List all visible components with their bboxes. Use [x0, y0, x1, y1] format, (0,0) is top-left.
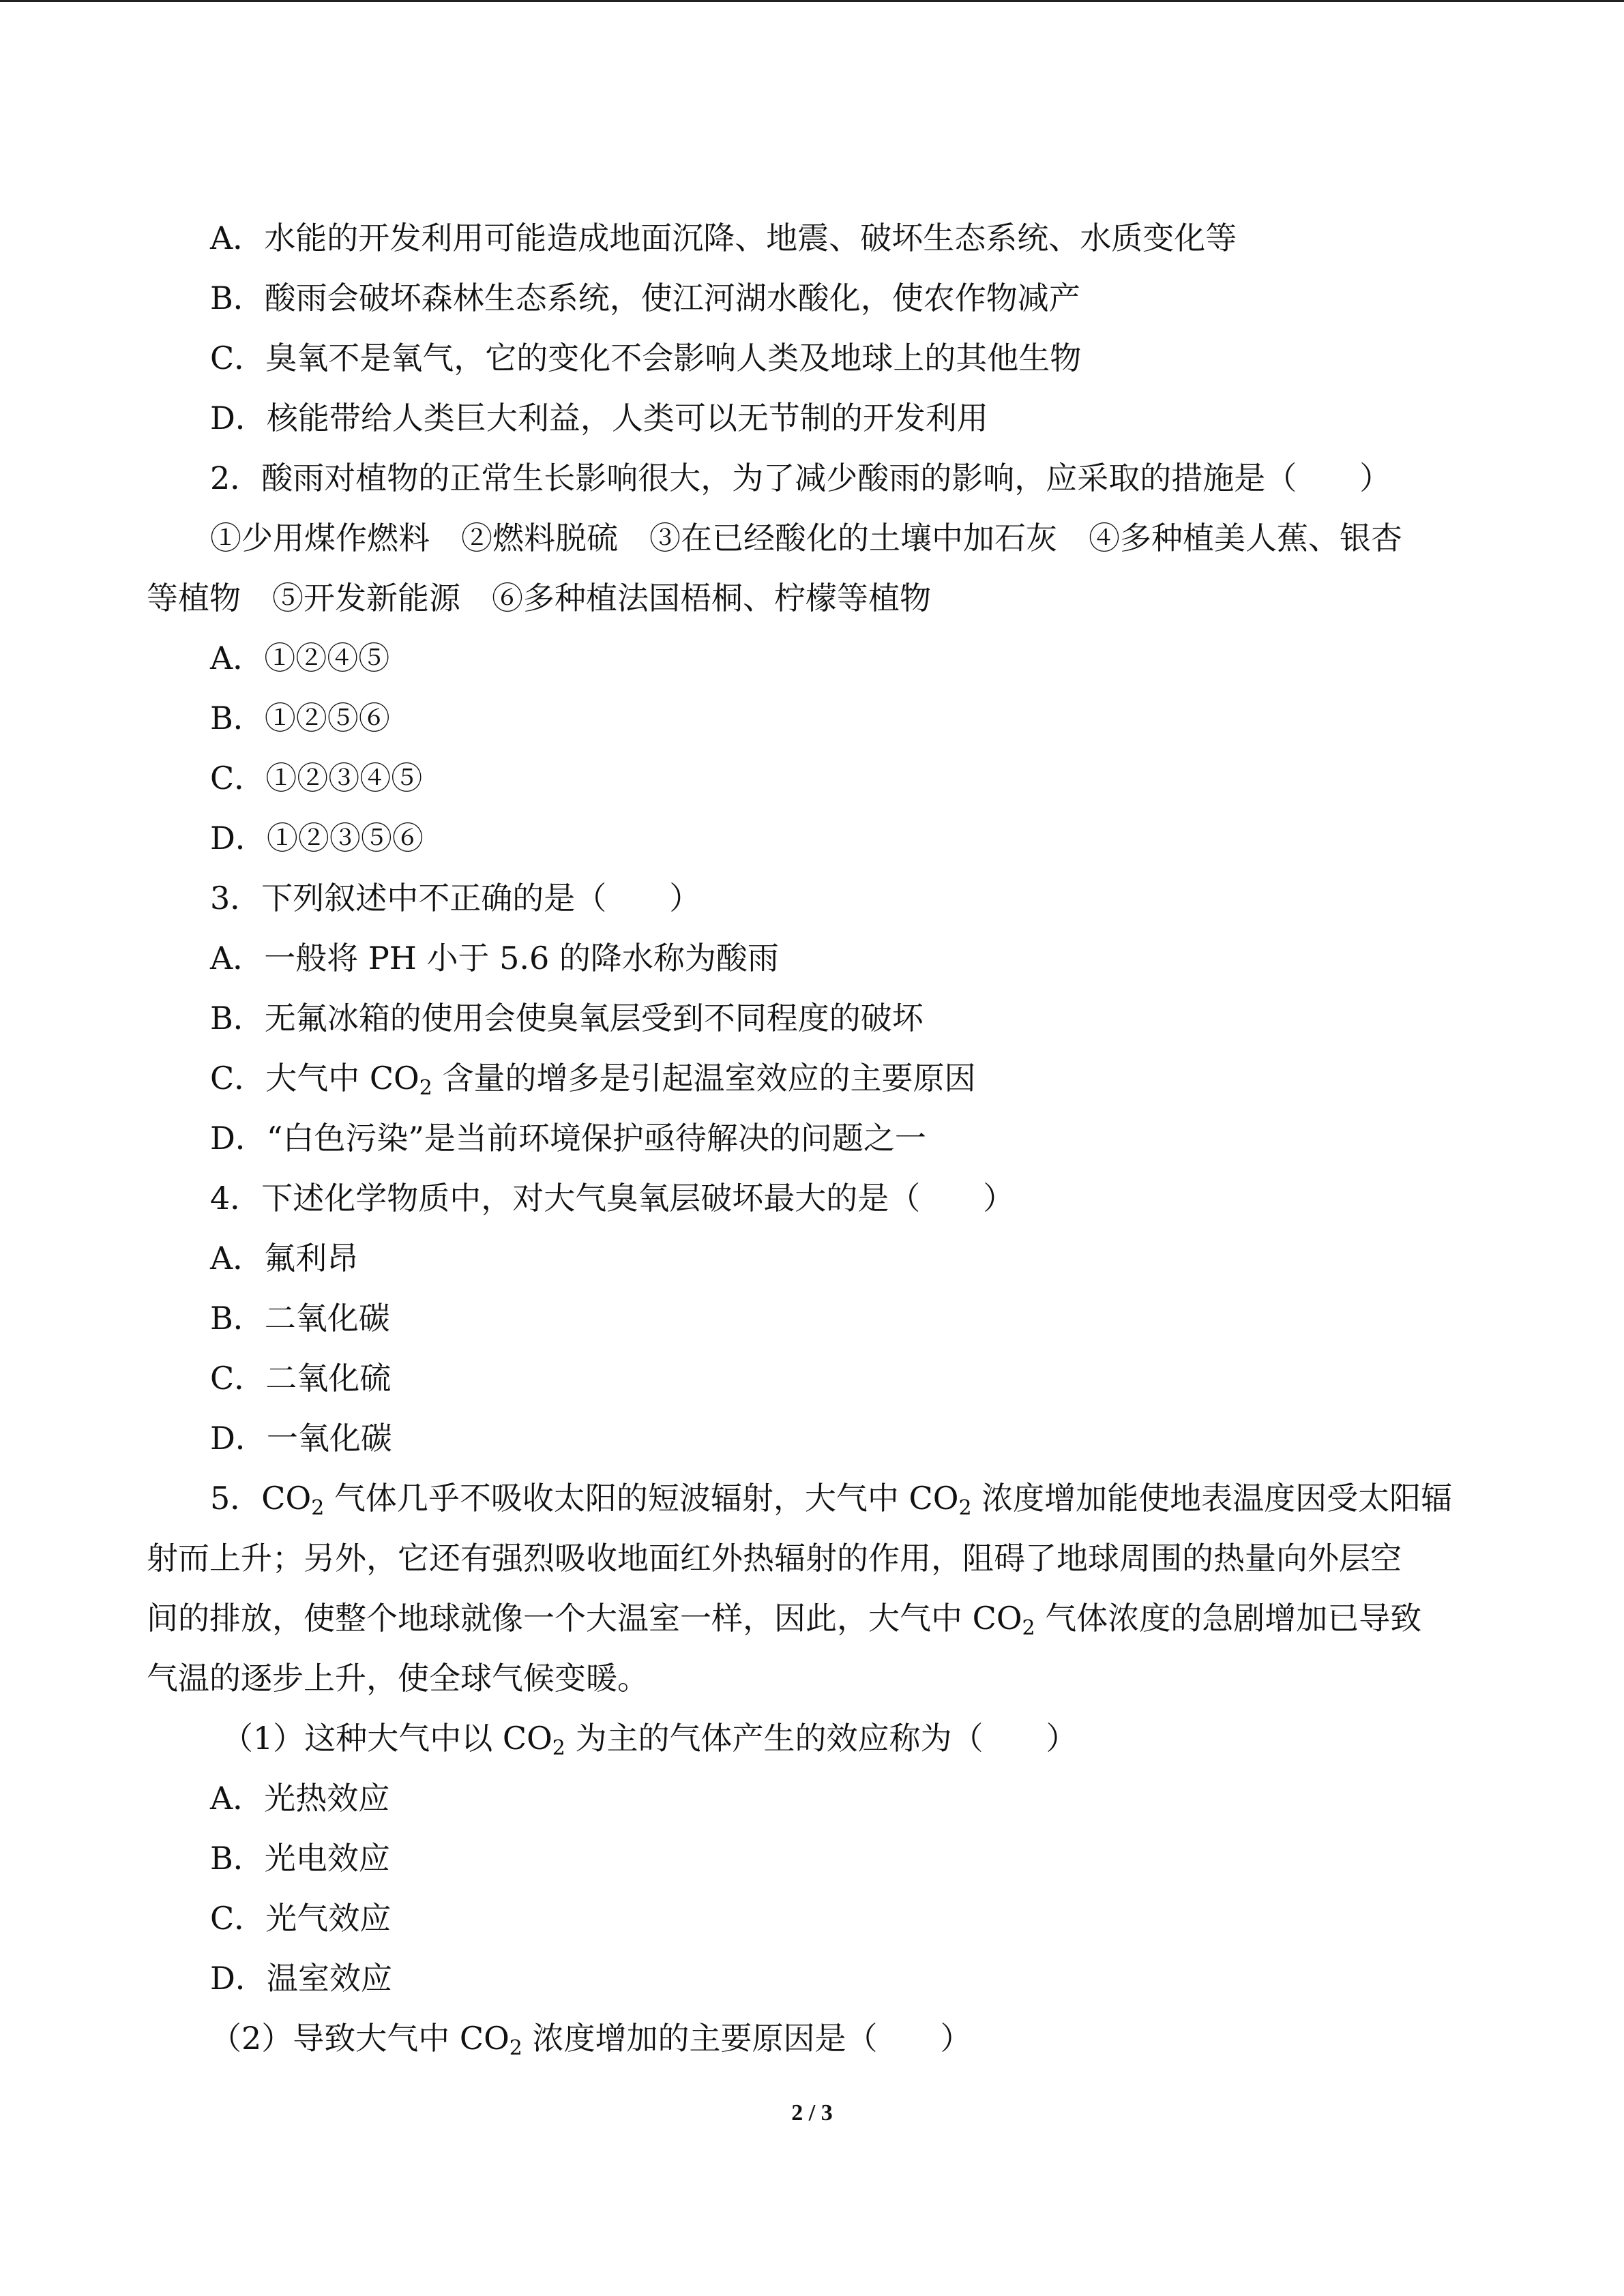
q2-option-d: D．①②③⑤⑥ — [210, 820, 424, 856]
q5-line1-a: 5．CO — [210, 1480, 312, 1517]
q3-stem: 3．下列叙述中不正确的是（ ） — [210, 880, 701, 916]
q5-option-d: D．温室效应 — [210, 1960, 392, 1997]
q5-line1 — [147, 1468, 1480, 1528]
q1-option-c: C．臭氧不是氧气，它的变化不会影响人类及地球上的其他生物 — [210, 340, 1082, 376]
page-top-border — [0, 0, 1624, 2]
q2-option-c: C．①②③④⑤ — [210, 760, 423, 796]
q1-option-a: A．水能的开发利用可能造成地面沉降、地震、破坏生态系统、水质变化等 — [210, 220, 1237, 256]
q2-measures-line2: 等植物 ⑤开发新能源 ⑥多种植法国梧桐、柠檬等植物 — [147, 580, 931, 616]
q3-option-c — [147, 1048, 1480, 1108]
q2-stem: 2．酸雨对植物的正常生长影响很大，为了减少酸雨的影响，应采取的措施是（ ） — [210, 460, 1391, 496]
q3-option-b: B．无氟冰箱的使用会使臭氧层受到不同程度的破坏 — [210, 1000, 924, 1037]
q5-line3-a: 间的排放，使整个地球就像一个大温室一样，因此，大气中 CO — [147, 1600, 1022, 1637]
page-number: 2 / 3 — [791, 2100, 833, 2126]
q5-sub-question-1 — [147, 1708, 1480, 1768]
q5-sq2-post: 浓度增加的主要原因是（ ） — [522, 2020, 972, 2057]
q1-option-d: D．核能带给人类巨大利益，人类可以无节制的开发利用 — [210, 400, 988, 436]
q2-measures-line1: ①少用煤作燃料 ②燃料脱硫 ③在已经酸化的土壤中加石灰 ④多种植美人蕉、银杏 — [210, 520, 1402, 556]
q4-option-c: C．二氧化硫 — [210, 1360, 392, 1397]
q5-line3 — [147, 1588, 1480, 1648]
document-body — [147, 208, 1480, 2068]
q5-option-c: C．光气效应 — [210, 1900, 392, 1937]
q5-line1-b: 气体几乎不吸收太阳的短波辐射，大气中 CO — [324, 1480, 959, 1517]
q5-sq1-sub: 2 — [552, 1736, 565, 1760]
q5-line1-c: 浓度增加能使地表温度因受太阳辐 — [971, 1480, 1453, 1517]
q2-option-a: A．①②④⑤ — [210, 640, 390, 676]
q5-sq2-pre: （2）导致大气中 CO — [210, 2020, 510, 2057]
q4-stem: 4．下述化学物质中，对大气臭氧层破坏最大的是（ ） — [210, 1180, 1015, 1217]
q3-option-a: A．一般将 PH 小于 5.6 的降水称为酸雨 — [210, 940, 779, 976]
q5-sq1-pre: （1）这种大气中以 CO — [222, 1720, 552, 1757]
q5-line3-b: 气体浓度的急剧增加已导致 — [1035, 1600, 1422, 1637]
q5-sq2-sub: 2 — [509, 2036, 522, 2060]
q5-line3-sub: 2 — [1022, 1616, 1035, 1640]
q4-option-a: A．氟利昂 — [210, 1240, 359, 1277]
q4-option-b: B．二氧化碳 — [210, 1300, 390, 1337]
q5-line2: 射而上升；另外，它还有强烈吸收地面红外热辐射的作用，阻碍了地球周围的热量向外层空 — [147, 1540, 1402, 1577]
q5-sq1-post: 为主的气体产生的效应称为（ ） — [565, 1720, 1078, 1757]
q3-option-c-pre: C．大气中 CO — [210, 1060, 419, 1097]
q5-sub-question-2 — [147, 2008, 1480, 2068]
q5-line4: 气温的逐步上升，使全球气候变暖。 — [147, 1660, 649, 1697]
q4-option-d: D．一氧化碳 — [210, 1420, 392, 1457]
q3-option-c-post: 含量的增多是引起温室效应的主要原因 — [432, 1060, 976, 1097]
q3-option-d: D．“白色污染”是当前环境保护亟待解决的问题之一 — [210, 1120, 926, 1157]
q5-option-b: B．光电效应 — [210, 1840, 390, 1877]
q3-option-c-sub: 2 — [419, 1076, 432, 1100]
q5-option-a: A．光热效应 — [210, 1780, 390, 1817]
q5-line1-sub2: 2 — [958, 1496, 972, 1520]
q2-option-b: B．①②⑤⑥ — [210, 700, 390, 736]
q1-option-b: B．酸雨会破坏森林生态系统，使江河湖水酸化，使农作物减产 — [210, 280, 1080, 316]
q5-line1-sub1: 2 — [311, 1496, 325, 1520]
